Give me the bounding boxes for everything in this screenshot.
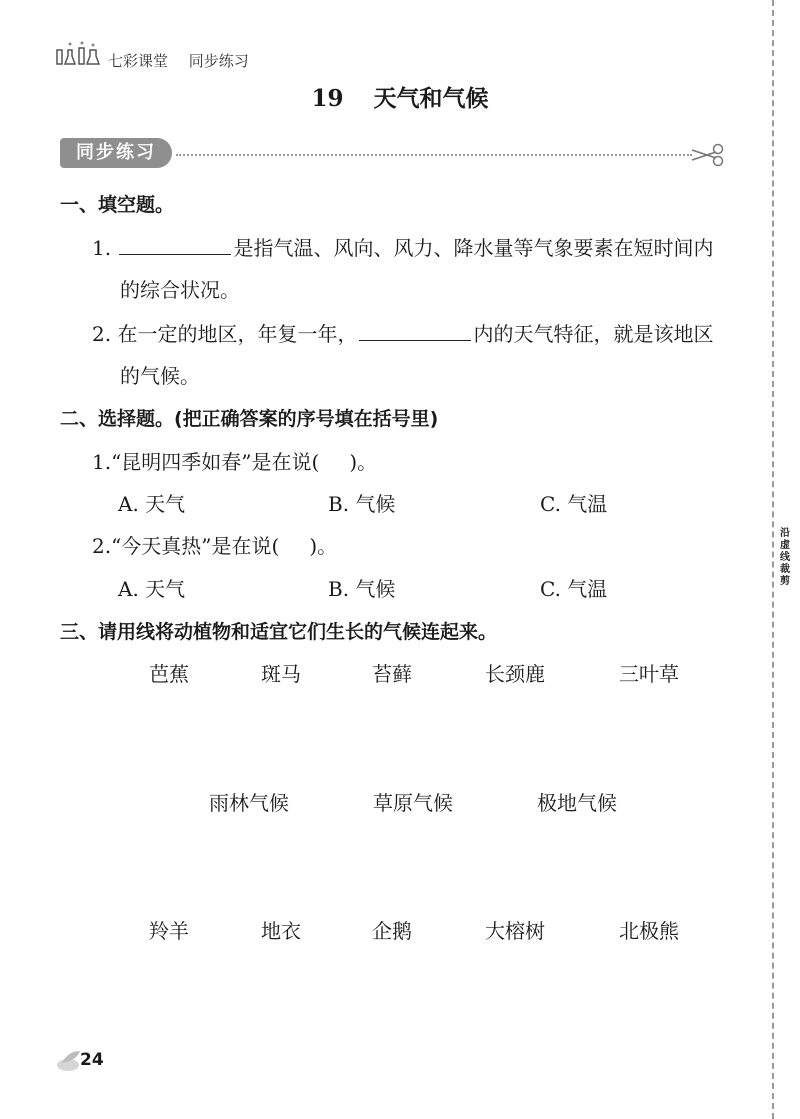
organism-polar-bear[interactable]: 北极熊 [619, 919, 679, 943]
cq2-option-a: A. 天气 [118, 577, 186, 601]
q2-number: 2. [92, 322, 112, 346]
q1-number: 1. [92, 236, 112, 260]
lesson-number: 19 [311, 85, 344, 112]
organism-penguin[interactable]: 企鹅 [372, 919, 412, 943]
choice-question-2 [92, 530, 337, 559]
answer-blank-1[interactable] [119, 236, 231, 255]
q2-text-after: 内的天气特征，就是该地区 [473, 322, 714, 346]
q1-text: 是指气温、风向、风力、降水量等气象要素在短时间内 [233, 236, 714, 260]
dotted-divider [176, 154, 692, 156]
organism-giraffe[interactable]: 长颈鹿 [485, 662, 545, 686]
cq2-prompt-end: )。 [309, 534, 338, 558]
section-name: 同步练习 [188, 52, 249, 70]
organism-clover[interactable]: 三叶草 [619, 662, 679, 686]
organism-banana[interactable]: 芭蕉 [149, 662, 189, 686]
cq1-option-b: B. 气候 [328, 492, 396, 516]
organism-moss[interactable]: 苔藓 [372, 662, 412, 686]
cut-guide-label: 沿虚线裁剪 [780, 528, 790, 587]
cq2-prompt: 2.“今天真热”是在说( [92, 534, 280, 558]
cq2-option-b: B. 气候 [328, 577, 396, 601]
cq1-option-c: C. 气温 [540, 492, 608, 516]
series-name: 七彩课堂 [108, 52, 169, 70]
fill-question-1 [92, 232, 713, 261]
climate-polar[interactable]: 极地气候 [537, 791, 617, 815]
page-number: 24 [80, 1050, 104, 1070]
choice-question-1 [92, 446, 377, 475]
climate-rainforest[interactable]: 雨林气候 [209, 791, 289, 815]
organism-antelope[interactable]: 羚羊 [149, 919, 189, 943]
cq1-prompt-end: )。 [349, 450, 378, 474]
q2-continuation: 的气候。 [120, 364, 200, 388]
climate-grassland[interactable]: 草原气候 [373, 791, 453, 815]
flask-logo-icon [56, 40, 102, 66]
organism-banyan[interactable]: 大榕树 [485, 919, 545, 943]
scissors-icon [690, 141, 724, 169]
organism-zebra[interactable]: 斑马 [261, 662, 301, 686]
cq1-option-a: A. 天气 [118, 492, 186, 516]
answer-blank-2[interactable] [359, 322, 471, 341]
part1-heading: 一、填空题。 [60, 194, 175, 216]
part2-heading: 二、选择题。(把正确答案的序号填在括号里) [60, 408, 439, 430]
q1-continuation: 的综合状况。 [120, 278, 240, 302]
page-title [0, 80, 800, 113]
header [108, 50, 265, 71]
cq1-prompt: 1.“昆明四季如春”是在说( [92, 450, 320, 474]
cq2-option-c: C. 气温 [540, 577, 608, 601]
organism-lichen[interactable]: 地衣 [261, 919, 301, 943]
part3-heading: 三、请用线将动植物和适宜它们生长的气候连起来。 [60, 621, 498, 643]
cut-guide-line [772, 0, 774, 1119]
lesson-title: 天气和气候 [373, 86, 489, 112]
fill-question-2 [92, 318, 713, 347]
section-banner: 同步练习 [60, 138, 172, 168]
q2-text-before: 在一定的地区，年复一年， [117, 322, 358, 346]
